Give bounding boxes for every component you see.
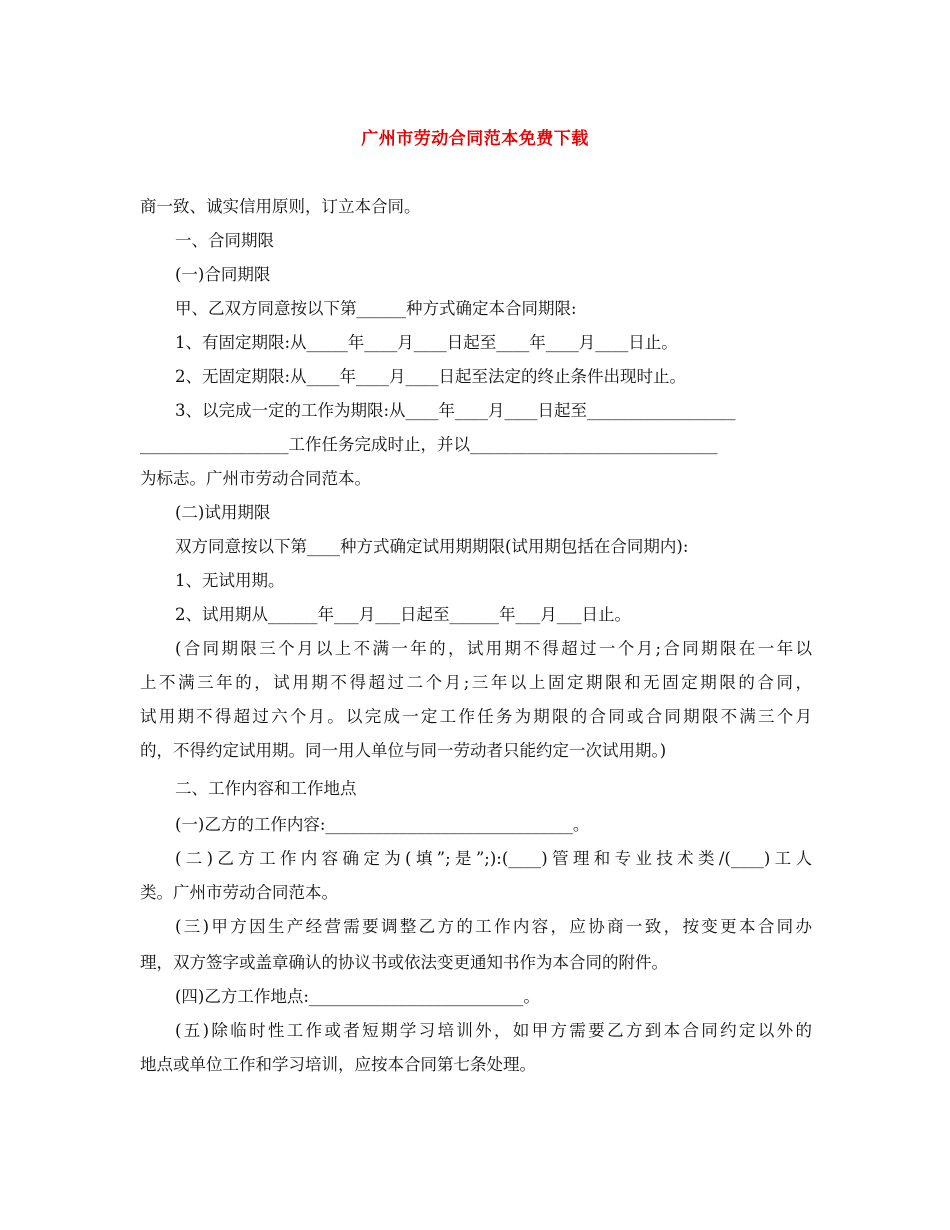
paragraph-line: 商一致、诚实信用原则，订立本合同。	[140, 197, 421, 216]
paragraph-line: 上不满三年的，试用期不得超过二个月;三年以上固定期限和无固定期限的合同，	[140, 673, 812, 692]
paragraph-line: (五)除临时性工作或者短期学习培训外，如甲方需要乙方到本合同约定以外的	[175, 1021, 812, 1040]
paragraph-line: 地点或单位工作和学习培训，应按本合同第七条处理。	[140, 1055, 536, 1074]
paragraph-line: (一)乙方的工作内容:______________________________。	[175, 815, 590, 834]
paragraph-line: 类。广州市劳动合同范本。	[140, 883, 338, 902]
paragraph-line: 1、无试用期。	[175, 571, 285, 590]
paragraph-line: 试用期不得超过六个月。以完成一定工作任务为期限的合同或合同期限不满三个月	[140, 707, 812, 726]
subsection-heading: (二)试用期限	[175, 503, 271, 522]
document-title: 广州市劳动合同范本免费下载	[361, 129, 589, 149]
paragraph-line: 甲、乙双方同意按以下第______种方式确定本合同期限:	[175, 299, 577, 318]
paragraph-line: (二)乙方工作内容确定为(填”;是”;):(____)管理和专业技术类/(____)工人	[175, 849, 812, 868]
paragraph-line: (四)乙方工作地点:__________________________。	[175, 987, 540, 1006]
section-heading: 二、工作内容和工作地点	[175, 779, 357, 798]
paragraph-line: (合同期限三个月以上不满一年的，试用期不得超过一个月;合同期限在一年以	[175, 639, 812, 658]
paragraph-line: (三)甲方因生产经营需要调整乙方的工作内容，应协商一致，按变更本合同办	[175, 917, 812, 936]
subsection-heading: (一)合同期限	[175, 265, 271, 284]
paragraph-line: 理，双方签字或盖章确认的协议书或依法变更通知书作为本合同的附件。	[140, 953, 668, 972]
paragraph-line: 1、有固定期限:从_____年____月____日起至____年____月____日止。	[175, 333, 678, 352]
paragraph-line: 2、无固定期限:从____年____月____日起至法定的终止条件出现时止。	[175, 367, 687, 386]
paragraph-line: 3、以完成一定的工作为期限:从____年____月____日起至__________________	[175, 401, 736, 420]
paragraph-line: __________________工作任务完成时止，并以______________________________	[140, 435, 718, 454]
paragraph-line: 2、试用期从______年___月___日起至______年___月___日止。	[175, 605, 631, 624]
paragraph-line: 的，不得约定试用期。同一用人单位与同一劳动者只能约定一次试用期。)	[140, 741, 667, 760]
paragraph-line: 双方同意按以下第____种方式确定试用期期限(试用期包括在合同期内):	[175, 537, 689, 556]
paragraph-line: 为标志。广州市劳动合同范本。	[140, 469, 371, 488]
section-heading: 一、合同期限	[175, 231, 274, 250]
